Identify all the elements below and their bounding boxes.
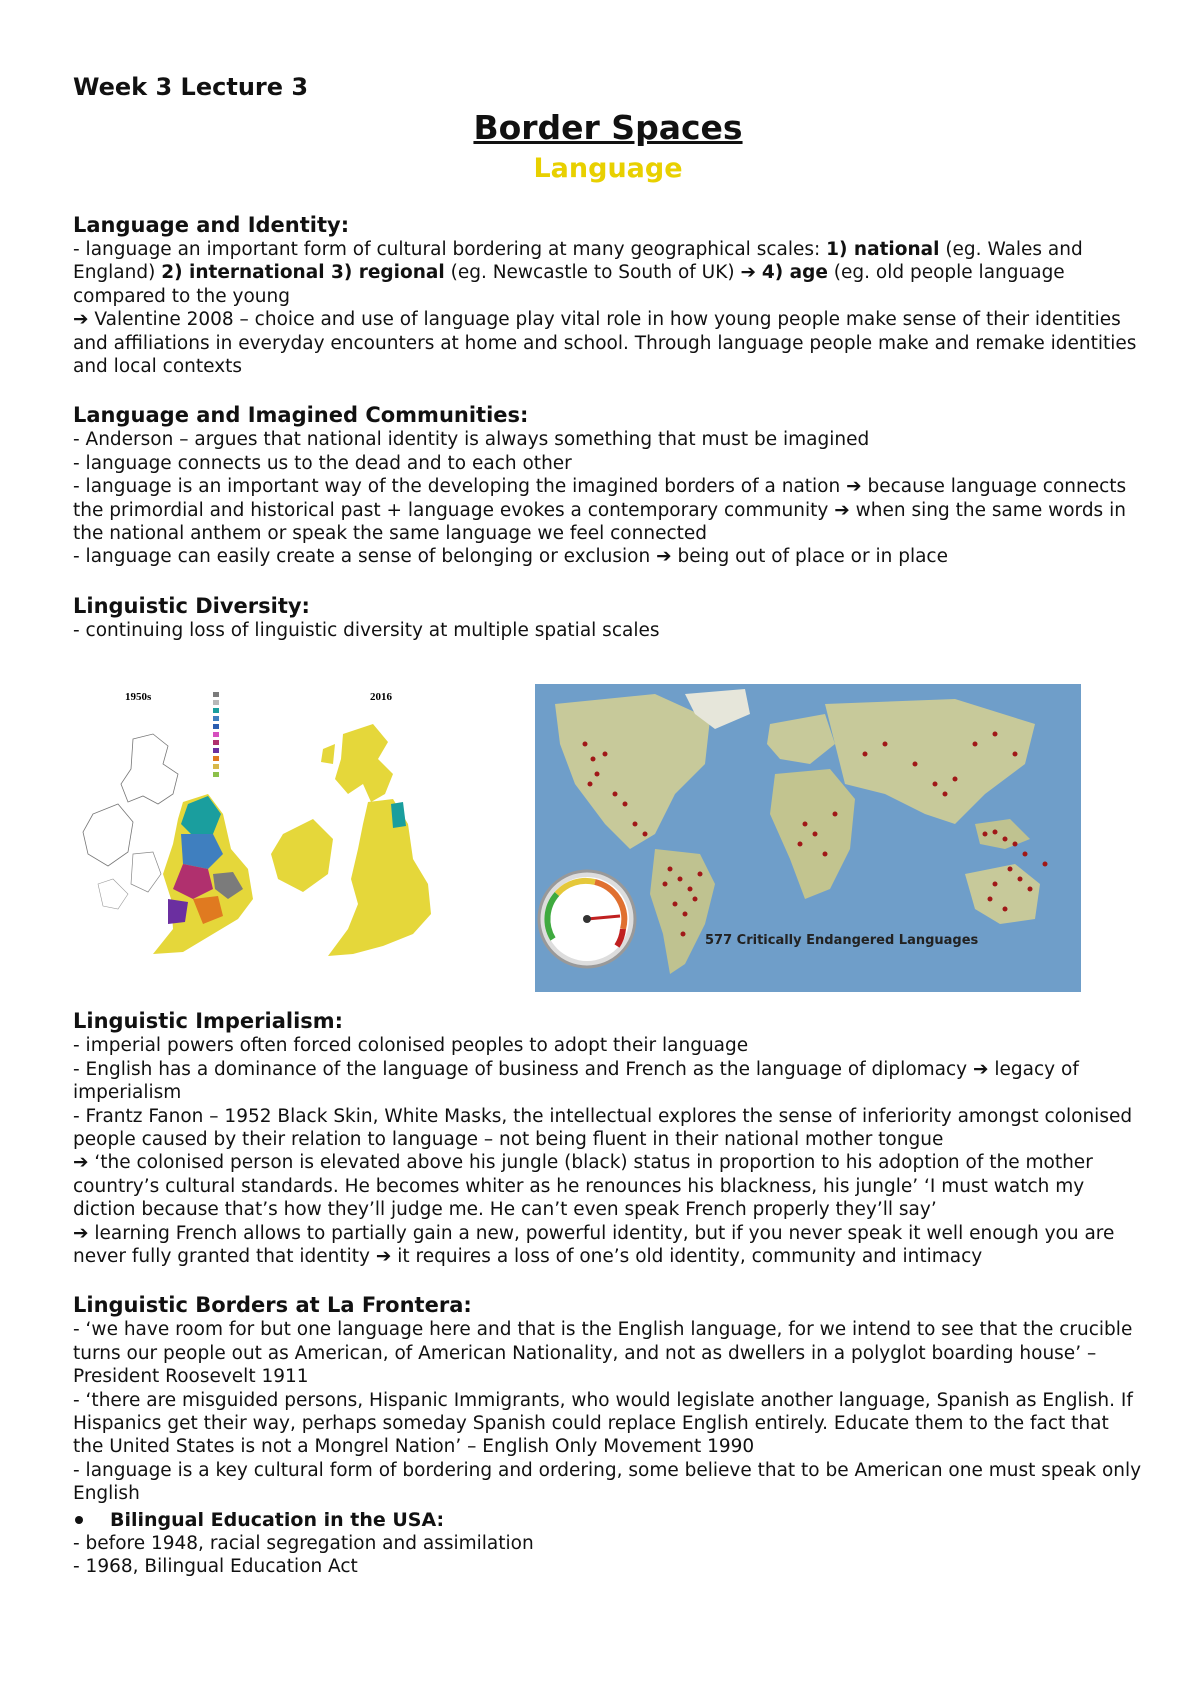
paragraph [73,238,1143,308]
section-language-identity [73,212,1143,378]
text-run: - language is an important way of the developing the imagined borders of a nation [73,476,847,498]
text-run: - language can easily create a sense of belonging or exclusion [73,546,657,568]
lecture-label: Week 3 Lecture 3 [73,73,309,101]
map-caption: 577 Critically Endangered Languages [705,933,979,949]
paragraph: - continuing loss of linguistic diversity at multiple spatial scales [73,619,660,641]
paragraph: - imperial powers often forced colonised peoples to adopt their language [73,1035,749,1057]
arrow-icon: ➔ [740,262,756,284]
section-heading: Linguistic Imperialism: [73,1009,344,1034]
arrow-icon: ➔ [73,1222,89,1244]
section-heading: Linguistic Diversity: [73,593,310,618]
text-run: learning French allows to partially gain a new, powerful identity, but if you never speak it well enough you are never fully granted that identity [73,1222,1115,1267]
text-run: (eg. Newcastle to South of UK) [444,262,741,284]
paragraph: - 1968, Bilingual Education Act [73,1556,358,1577]
paragraph: - language is a key cultural form of bordering and ordering, some believe that to be American one must speak only English [73,1459,1142,1505]
arrow-icon: ➔ [973,1058,989,1080]
text-run: being out of place or in place [671,546,948,568]
text-run: (eg. old people language compared to the young [73,262,1065,307]
bullet-item [73,1508,1143,1532]
paragraph: - ‘we have room for but one language here and that is the English language, for we intend to see that the crucible turns our people out as American, of American Nationality, and not as dwellers in a polyglot boarding house’ – President Roosevelt 1911 [73,1319,1133,1388]
paragraph [73,1058,1143,1105]
paragraph [73,545,1143,568]
paragraph: - ‘there are misguided persons, Hispanic Immigrants, who would legislate another language, Spanish as English. If Hispanics get their way, perhaps someday Spanish could replace English entirely. Educate them to the fact that the United States is not a Mongrel Nation’ – English Only Movement 1990 [73,1389,1133,1458]
text-run: when sing the same words in the national anthem or speak the same language we feel connected [73,499,1126,545]
text-run: (eg. Wales and England) [73,239,1083,284]
document-subtitle: Language [533,153,683,184]
paragraph: - language connects us to the dead and to each other [73,452,572,474]
section-heading: Linguistic Borders at La Frontera: [73,1293,472,1318]
map-label-1950s: 1950s [125,691,152,704]
uk-language-map-image [73,684,475,992]
section-la-frontera [73,1292,1143,1578]
text-run: because language connects the primordial and historical past + language evokes a contemporary community [73,476,1127,521]
arrow-icon: ➔ [73,309,89,331]
arrow-icon: ➔ [846,476,862,498]
paragraph [73,1151,1143,1221]
text-run: Valentine 2008 – choice and use of language play vital role in how young people make sense of their identities and affiliations in everyday encounters at home and school. Through language people make and remake identities and local contexts [73,309,1137,378]
text-run-bold: 1) national [826,239,940,260]
paragraph: - before 1948, racial segregation and assimilation [73,1532,534,1554]
paragraph: - Anderson – argues that national identity is always something that must be imagined [73,429,870,451]
section-heading: Language and Imagined Communities: [73,403,529,428]
map-legend [213,692,219,777]
document-title: Border Spaces [473,108,743,147]
text-run: - English has a dominance of the language of business and French as the language of diplomacy [73,1058,973,1080]
text-run: ‘the colonised person is elevated above his jungle (black) status in proportion to his adoption of the mother country’s cultural standards. He becomes whiter as he renounces his blackness, his jungle’ ‘I must watch my diction because that’s how they’ll judge me. He can’t even speak French properly they’ll say’ [73,1152,1093,1221]
section-heading: Language and Identity: [73,213,350,237]
text-run: legacy of imperialism [73,1058,1079,1104]
section-imagined-communities [73,402,1143,568]
section-linguistic-imperialism [73,1008,1143,1268]
map-label-2016: 2016 [370,691,392,704]
figures-row [73,684,1143,996]
paragraph [73,475,1143,545]
paragraph [73,308,1143,378]
text-run: it requires a loss of one’s old identity, community and intimacy [391,1245,983,1267]
paragraph: - Frantz Fanon – 1952 Black Skin, White Masks, the intellectual explores the sense of inferiority amongst colonised people caused by their relation to language – not being fluent in their national mother tongue [73,1105,1133,1150]
text-run-bold: 2) international 3) regional [161,262,445,284]
endangered-languages-map-image [535,684,1081,992]
arrow-icon: ➔ [73,1152,89,1174]
arrow-icon: ➔ [834,499,850,521]
arrow-icon: ➔ [375,1245,392,1267]
section-linguistic-diversity [73,593,1143,642]
gauge-icon [539,871,635,967]
text-run: - language an important form of cultural bordering at many geographical scales: [73,239,827,260]
document-page [73,72,1143,1578]
text-run-bold: 4) age [761,262,828,284]
bullet-label: Bilingual Education in the USA: [110,1508,445,1531]
bullet-dot-icon [75,1516,83,1524]
paragraph [73,1222,1143,1269]
arrow-icon: ➔ [656,546,672,568]
